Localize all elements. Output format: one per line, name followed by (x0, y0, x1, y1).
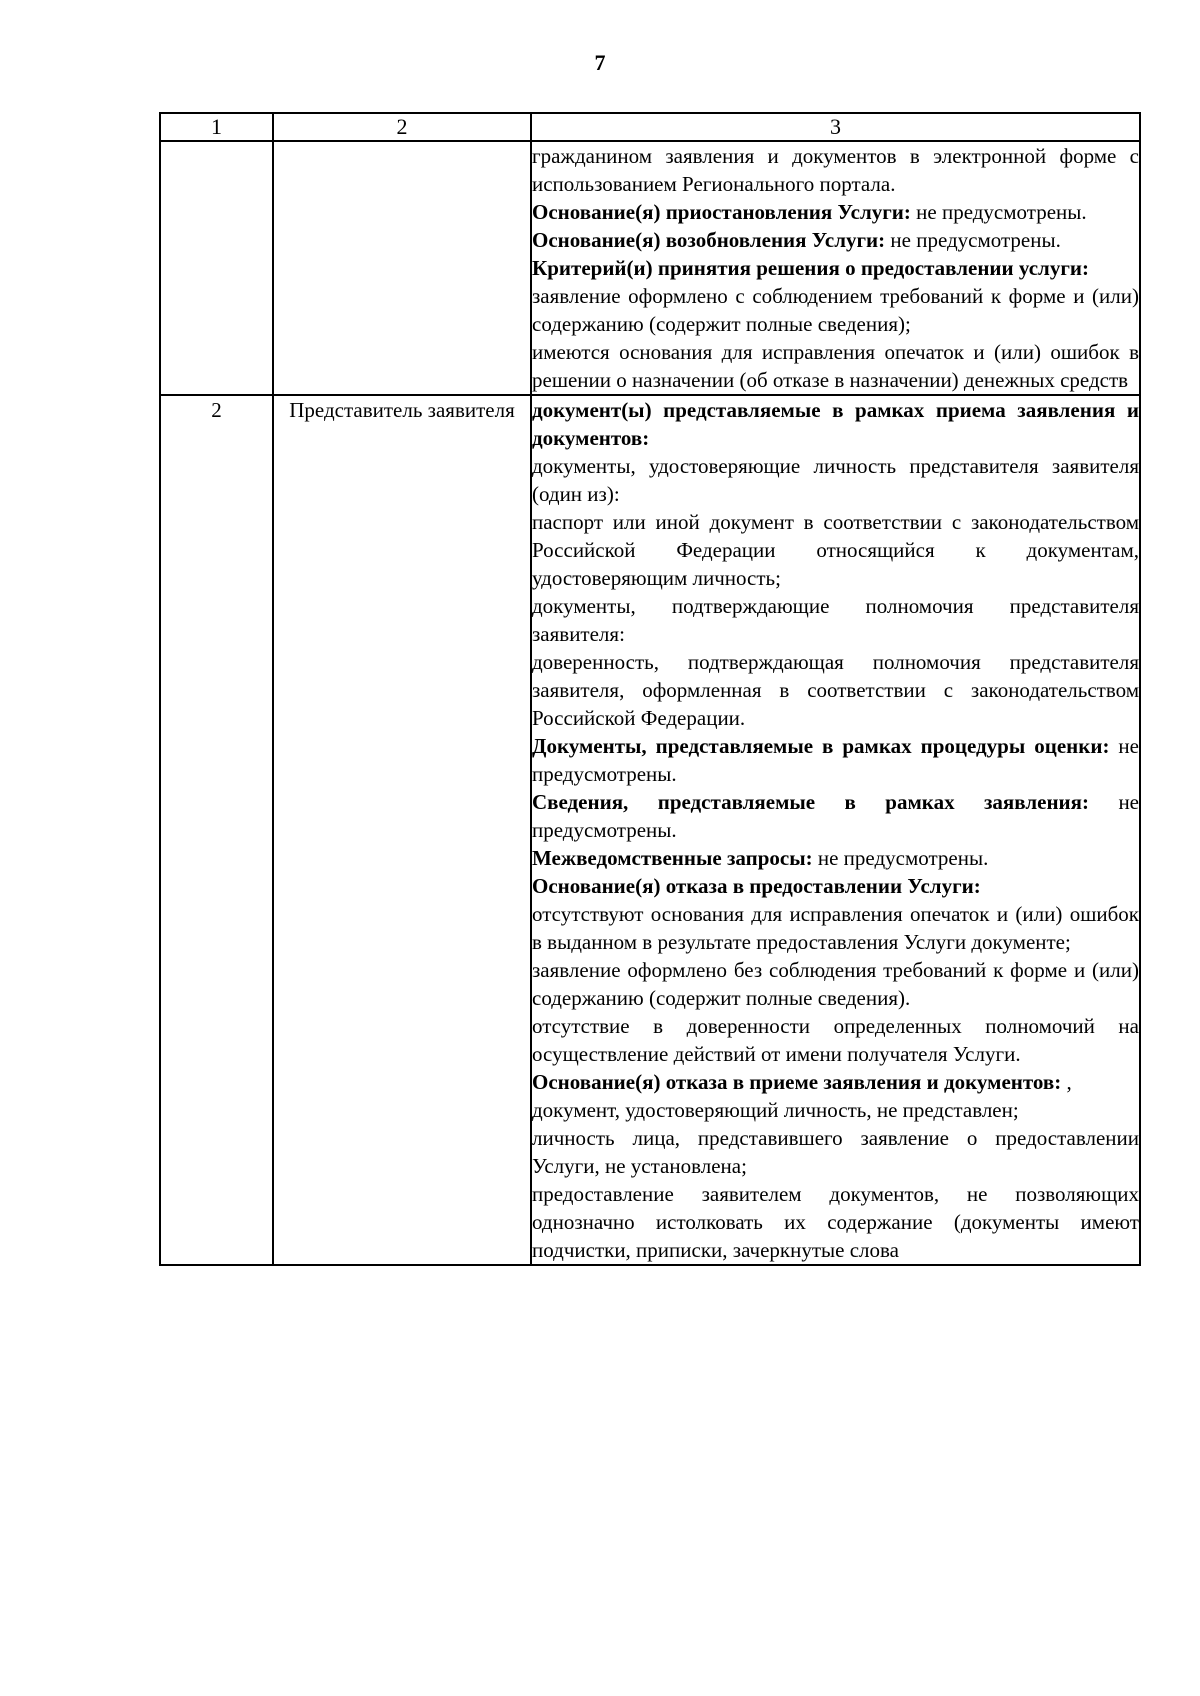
description-paragraph (532, 142, 1139, 198)
description-cell (531, 395, 1140, 1265)
body-text: документ, удостоверяющий личность, не представлен; (532, 1098, 1019, 1122)
services-table (159, 112, 1141, 1266)
bold-heading-text: Сведения, представляемые в рамках заявления: (532, 790, 1090, 814)
description-paragraph (532, 226, 1139, 254)
description-paragraph (532, 788, 1139, 844)
table-header-row (160, 113, 1140, 141)
body-text: документы, удостоверяющие личность представителя заявителя (один из): (532, 454, 1139, 506)
bold-heading-text: Критерий(и) принятия решения о предоставлении услуги: (532, 256, 1089, 280)
description-paragraph (532, 1180, 1139, 1264)
description-paragraph (532, 648, 1139, 732)
description-paragraph (532, 282, 1139, 338)
bold-heading-text: Основание(я) приостановления Услуги: (532, 200, 911, 224)
table-row (160, 395, 1140, 1265)
body-text: имеются основания для исправления опечаток и (или) ошибок в решении о назначении (об отказе в назначении) денежных средств (532, 340, 1139, 392)
body-text: не предусмотрены. (885, 228, 1061, 252)
body-text: документы, подтверждающие полномочия представителя заявителя: (532, 594, 1139, 646)
bold-heading-text: Документы, представляемые в рамках процедуры оценки: (532, 734, 1110, 758)
body-text: паспорт или иной документ в соответствии с законодательством Российской Федерации относящийся к документам, удостоверяющим личность; (532, 510, 1139, 590)
description-paragraph (532, 956, 1139, 1012)
description-paragraph (532, 198, 1139, 226)
column-header-2: 2 (273, 113, 531, 141)
description-paragraph (532, 452, 1139, 508)
body-text: не предусмотрены. (812, 846, 989, 870)
description-paragraph (532, 254, 1139, 282)
description-paragraph (532, 1096, 1139, 1124)
body-text: гражданином заявления и документов в электронной форме с использованием Регионального портала. (532, 144, 1139, 196)
body-text: не предусмотрены. (532, 790, 1139, 842)
body-text: отсутствуют основания для исправления опечаток и (или) ошибок в выданном в результате предоставления Услуги документе; (532, 902, 1139, 954)
description-paragraph (532, 872, 1139, 900)
body-text: личность лица, представившего заявление о предоставлении Услуги, не установлена; (532, 1126, 1139, 1178)
body-text: , (1061, 1070, 1072, 1094)
column-header-1: 1 (160, 113, 273, 141)
body-text: заявление оформлено без соблюдения требований к форме и (или) содержанию (содержит полные сведения). (532, 958, 1139, 1010)
description-paragraph (532, 844, 1139, 872)
bold-heading-text: Межведомственные запросы: (532, 846, 813, 870)
bold-heading-text: Основание(я) возобновления Услуги: (532, 228, 886, 252)
body-text: доверенность, подтверждающая полномочия представителя заявителя, оформленная в соответствии с законодательством Российской Федерации. (532, 650, 1139, 730)
bold-heading-text: документ(ы) представляемые в рамках приема заявления и документов: (532, 398, 1139, 450)
description-paragraph (532, 732, 1139, 788)
body-text: заявление оформлено с соблюдением требований к форме и (или) содержанию (содержит полные сведения); (532, 284, 1139, 336)
body-text: не предусмотрены. (532, 734, 1139, 786)
bold-heading-text: Основание(я) отказа в предоставлении Услуги: (532, 874, 981, 898)
table-body (160, 141, 1140, 1265)
row-number-cell: 2 (160, 395, 273, 1265)
description-cell (531, 141, 1140, 395)
applicant-cell (273, 141, 531, 395)
description-paragraph (532, 1124, 1139, 1180)
description-paragraph (532, 508, 1139, 592)
description-paragraph (532, 592, 1139, 648)
description-paragraph (532, 900, 1139, 956)
body-text: не предусмотрены. (910, 200, 1087, 224)
body-text: предоставление заявителем документов, не позволяющих однозначно истолковать их содержание (документы имеют подчистки, приписки, зачеркнутые слова (532, 1182, 1139, 1262)
column-header-3: 3 (531, 113, 1140, 141)
row-number-cell (160, 141, 273, 395)
description-paragraph (532, 396, 1139, 452)
bold-heading-text: Основание(я) отказа в приеме заявления и документов: (532, 1070, 1062, 1094)
description-paragraph (532, 1068, 1139, 1096)
applicant-cell: Представитель заявителя (273, 395, 531, 1265)
body-text: отсутствие в доверенности определенных полномочий на осуществление действий от имени получателя Услуги. (532, 1014, 1139, 1066)
table-row (160, 141, 1140, 395)
description-paragraph (532, 1012, 1139, 1068)
page-number: 7 (594, 50, 606, 75)
description-paragraph (532, 338, 1139, 394)
